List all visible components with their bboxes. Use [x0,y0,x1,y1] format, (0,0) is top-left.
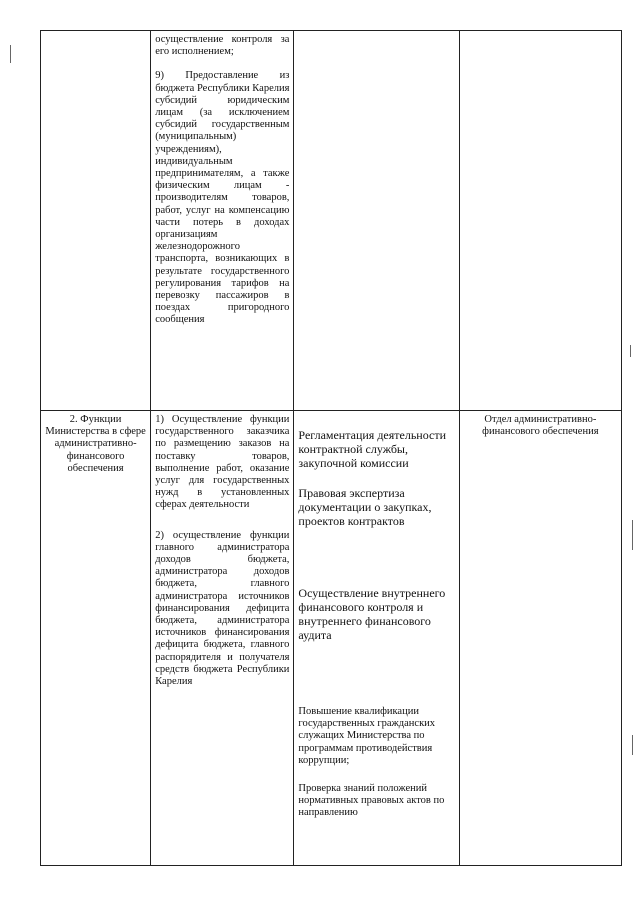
row1-col3-cell [294,31,459,411]
row2-col2-cell [151,411,294,866]
row2-col3-cell [294,411,459,866]
table-row [41,411,622,866]
scan-mark-right-1 [630,345,631,357]
table-row [41,31,622,411]
row1-col4-cell [459,31,621,411]
row2-col1-cell [41,411,151,866]
row2-col3-contract-regulation: Регламентация деятельности контрактной службы, закупочной комиссии [298,428,447,470]
row2-col3-qualification: Повышение квалификации государственных гражданских служащих Министерства по программам противодействия коррупции; [298,706,436,766]
row1-col1-cell [41,31,151,411]
row2-col3-internal-control: Осуществление внутреннего финансового контроля и внутреннего финансового аудита [298,586,446,642]
row1-col2-cell [151,31,294,411]
row1-col2-continuation: осуществление контроля за его исполнением; [155,34,290,58]
scan-mark-right-3 [632,735,633,755]
row2-col3-knowledge-check: Проверка знаний положений нормативных правовых актов по направлению [298,783,445,819]
row1-col2-item9: 9) Предоставление из бюджета Республики Карелия субсидий юридическим лицам (за исключением субсидий государственным (муниципальным) учреждениям), индивидуальным предпринимателям, а также физическим лицам - производителям товаров, работ, услуг на компенсацию части потерь в доходах организациям железнодорожного транспорта, возникающих в результате государственного регулирования тарифов на перевозку пассажиров в поездах пригородного сообщения [155,70,290,326]
scan-mark-right-2 [632,520,633,550]
row2-col2-item1: 1) Осуществление функции государственного заказчика по размещению заказов на поставку товаров, выполнение работ, оказание услуг для государственных нужд в установленных сферах деятельности [155,414,290,511]
scan-mark-left [10,45,11,63]
functions-table [40,30,622,866]
department-name: Отдел административно-финансового обеспечения [482,414,599,438]
row2-col3-legal-expertise: Правовая экспертиза документации о закупках, проектов контрактов [298,486,432,528]
row2-col4-cell [459,411,621,866]
row2-col2-item2: 2) осуществление функции главного администратора доходов бюджета, администратора доходов бюджета, главного администратора источников финансирования дефицита бюджета, администратора источников финансирования дефицита бюджета, главного распорядителя и получателя средств бюджета Республики Карелия [155,529,290,688]
function-title: 2. Функции Министерства в сфере административно-финансового обеспечения [45,414,146,474]
